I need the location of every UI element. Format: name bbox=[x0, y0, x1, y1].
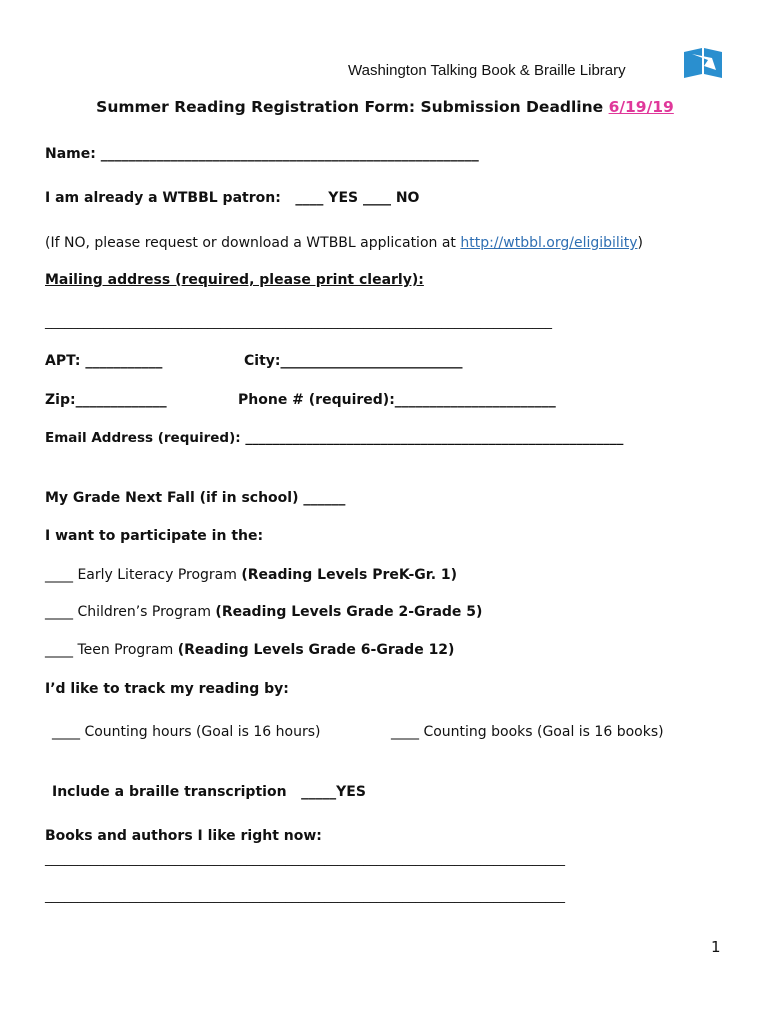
email-field[interactable]: Email Address (required): ________________________________________________________ bbox=[45, 430, 624, 446]
program-levels: (Reading Levels PreK-Gr. 1) bbox=[241, 567, 458, 583]
program-option[interactable] bbox=[45, 603, 482, 621]
track-hours-option[interactable]: ____ Counting hours (Goal is 16 hours) bbox=[52, 724, 321, 740]
braille-yes-blank[interactable]: _____YES bbox=[301, 784, 366, 800]
program-option[interactable] bbox=[45, 566, 457, 584]
program-name: Children’s Program bbox=[77, 604, 216, 620]
program-option[interactable] bbox=[45, 641, 454, 659]
form-title bbox=[0, 98, 770, 116]
books-authors-line-1[interactable]: ________________________________________________________________________________ bbox=[45, 852, 565, 867]
program-levels: (Reading Levels Grade 6-Grade 12) bbox=[177, 642, 455, 658]
braille-option[interactable] bbox=[52, 783, 366, 801]
if-no-prefix: (If NO, please request or download a WTBBL application at bbox=[45, 235, 461, 251]
if-no-note bbox=[45, 234, 643, 252]
deadline-date: 6/19/19 bbox=[608, 98, 674, 116]
books-authors-line-2[interactable]: ________________________________________________________________________________ bbox=[45, 889, 565, 904]
apt-field[interactable]: APT: ___________ bbox=[45, 353, 163, 369]
title-text: Summer Reading Registration Form: Submission Deadline bbox=[96, 98, 609, 116]
program-name: Teen Program bbox=[77, 642, 178, 658]
eligibility-link[interactable]: http://wtbbl.org/eligibility bbox=[460, 235, 638, 251]
braille-label: Include a braille transcription bbox=[52, 784, 287, 800]
book-flag-icon bbox=[682, 44, 724, 80]
program-levels: (Reading Levels Grade 2-Grade 5) bbox=[215, 604, 483, 620]
library-name: Washington Talking Book & Braille Library bbox=[348, 62, 626, 79]
name-field[interactable]: Name: ______________________________________________________ bbox=[45, 146, 479, 162]
patron-field[interactable]: I am already a WTBBL patron: ____ YES ____ NO bbox=[45, 190, 420, 206]
program-blank[interactable]: ____ bbox=[45, 567, 78, 583]
grade-field[interactable]: My Grade Next Fall (if in school) ______ bbox=[45, 490, 346, 506]
program-blank[interactable]: ____ bbox=[45, 604, 78, 620]
track-books-option[interactable]: ____ Counting books (Goal is 16 books) bbox=[391, 724, 664, 740]
page-number: 1 bbox=[711, 938, 721, 956]
participate-label: I want to participate in the: bbox=[45, 528, 264, 544]
tracking-label: I’d like to track my reading by: bbox=[45, 681, 289, 697]
mailing-address-line[interactable]: ______________________________________________________________________________ bbox=[45, 315, 552, 330]
phone-field[interactable]: Phone # (required):_______________________ bbox=[238, 392, 556, 408]
if-no-suffix: ) bbox=[637, 235, 643, 251]
program-blank[interactable]: ____ bbox=[45, 642, 78, 658]
program-name: Early Literacy Program bbox=[77, 567, 242, 583]
mailing-address-label: Mailing address (required, please print clearly): bbox=[45, 272, 424, 288]
city-field[interactable]: City:__________________________ bbox=[244, 353, 463, 369]
books-authors-label: Books and authors I like right now: bbox=[45, 828, 322, 844]
zip-field[interactable]: Zip:_____________ bbox=[45, 392, 167, 408]
